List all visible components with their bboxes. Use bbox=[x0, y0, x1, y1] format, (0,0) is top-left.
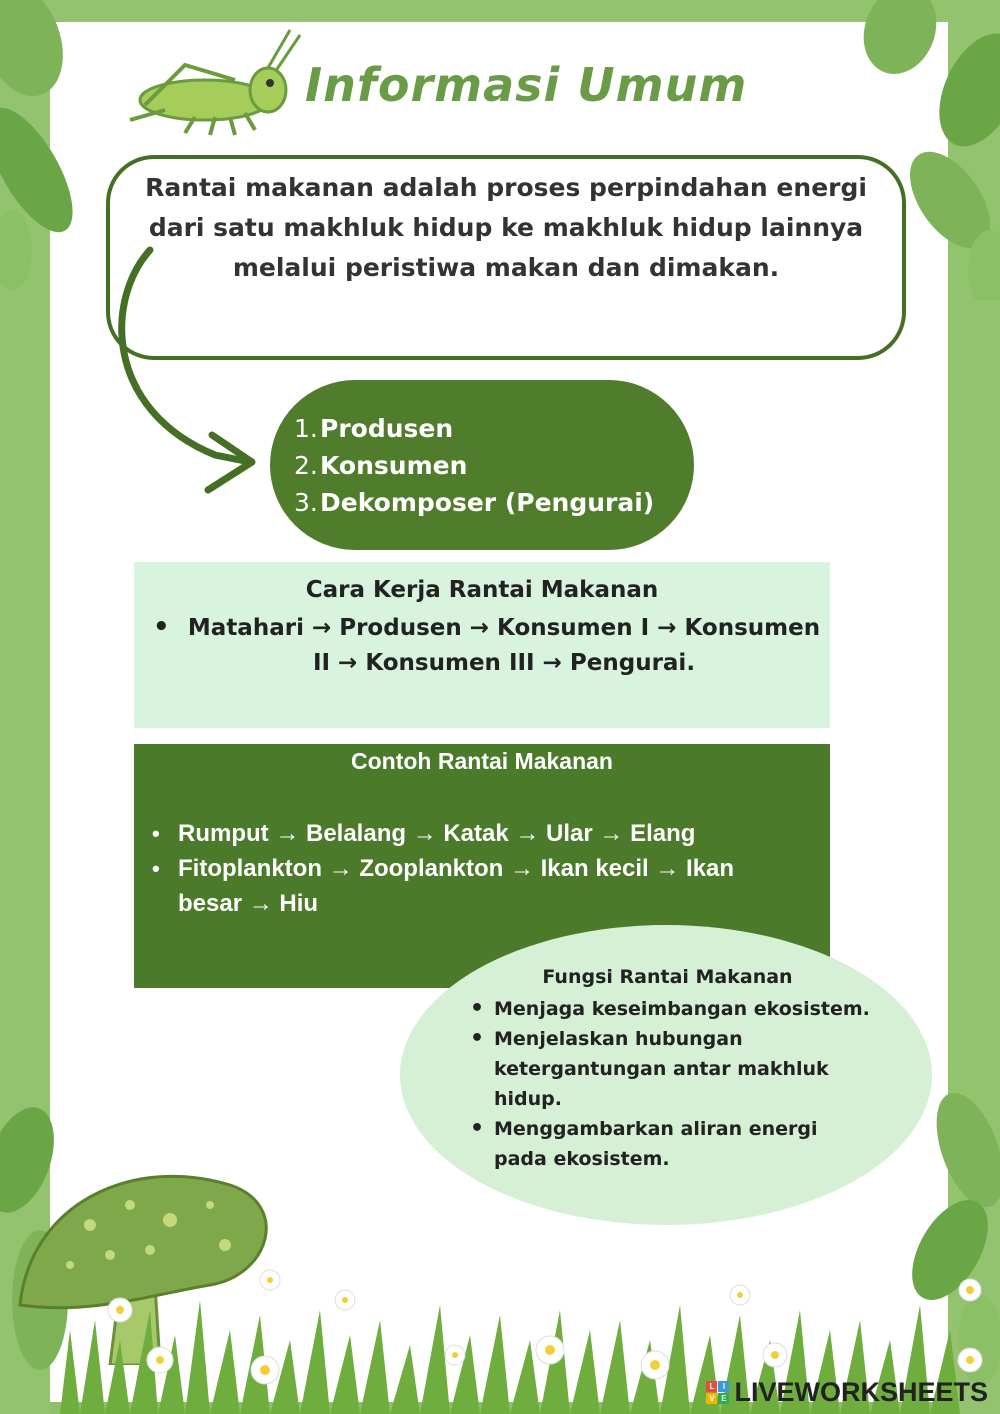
bullet-icon: • bbox=[153, 612, 170, 642]
list-item: 1. Produsen bbox=[294, 410, 654, 447]
intro-text: Rantai makanan adalah proses perpindahan energi dari satu makhluk hidup ke makhluk hidup lainnya melalui peristiwa makan dan dimakan. bbox=[145, 173, 867, 282]
how-it-works-item: Matahari → Produsen → Konsumen I → Konsumen II → Konsumen III → Pengurai. bbox=[187, 615, 821, 676]
examples-title: Contoh Rantai Makanan bbox=[351, 748, 613, 774]
watermark bbox=[706, 1377, 988, 1408]
list-item: • Menjelaskan hubungan ketergantungan antar makhluk hidup. bbox=[494, 1024, 844, 1114]
examples-list bbox=[178, 816, 798, 921]
categories-list bbox=[294, 410, 654, 521]
watermark-text: LIVEWORKSHEETS bbox=[734, 1377, 988, 1407]
grasshopper-icon bbox=[125, 25, 305, 140]
functions-title: Fungsi Rantai Makanan bbox=[542, 966, 793, 988]
how-it-works-title: Cara Kerja Rantai Makanan bbox=[305, 577, 659, 603]
list-item: • Menjaga keseimbangan ekosistem. bbox=[494, 994, 889, 1024]
list-item: • Fitoplankton → Zooplankton → Ikan kecil → Ikan besar → Hiu bbox=[178, 851, 798, 921]
curved-arrow-icon bbox=[100, 240, 280, 500]
liveworksheets-logo-icon: L I V E bbox=[706, 1381, 730, 1405]
category-label: Dekomposer (Pengurai) bbox=[320, 488, 655, 517]
page-title: Informasi Umum bbox=[305, 58, 748, 112]
list-item: 3. Dekomposer (Pengurai) bbox=[294, 484, 654, 521]
category-label: Produsen bbox=[320, 414, 454, 443]
list-item: • Rumput → Belalang → Katak → Ular → Elang bbox=[178, 816, 798, 851]
list-item: • Menggambarkan aliran energi pada ekosistem. bbox=[494, 1114, 834, 1174]
category-label: Konsumen bbox=[320, 451, 468, 480]
categories-pill bbox=[270, 380, 694, 550]
functions-list bbox=[494, 994, 889, 1174]
list-item: 2. Konsumen bbox=[294, 447, 654, 484]
